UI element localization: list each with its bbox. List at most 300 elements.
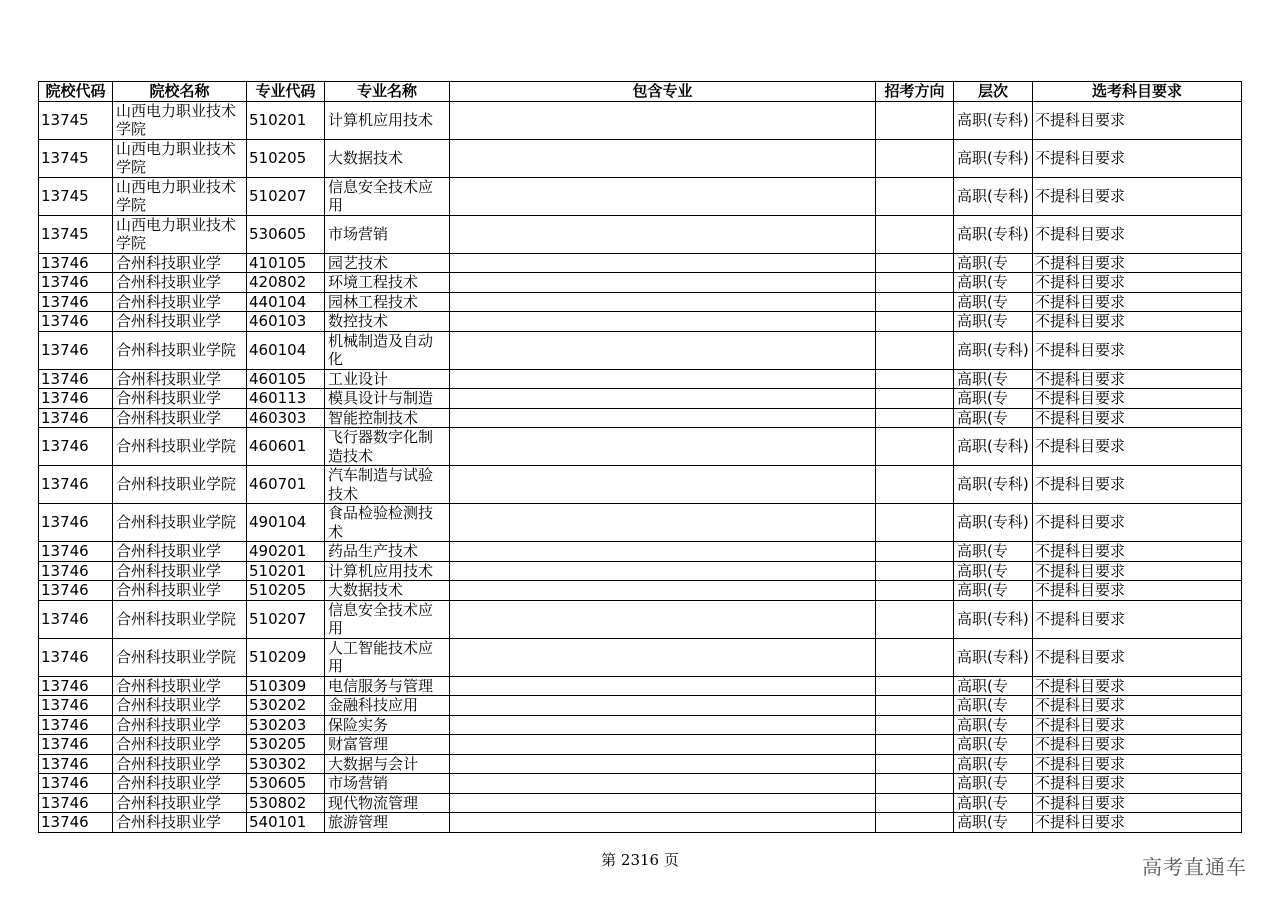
major-name-cell — [325, 312, 450, 332]
subject-requirement-cell — [1033, 735, 1242, 755]
major-name-cell-text: 市场营销 — [328, 774, 389, 793]
school-code-cell-text: 13746 — [41, 292, 89, 311]
major-code-cell-text: 540101 — [249, 813, 307, 831]
level-cell — [954, 504, 1033, 542]
subject-requirement-cell-text: 不提科目要求 — [1035, 793, 1126, 812]
major-name-cell — [325, 331, 450, 369]
level-cell-text: 高职(专 — [957, 581, 1008, 600]
school-name-cell-text: 合州科技职业学 — [116, 369, 222, 388]
school-name-cell — [113, 101, 247, 139]
direction-cell — [876, 101, 954, 139]
major-code-cell-text: 510207 — [249, 609, 307, 628]
school-name-cell-text: 合州科技职业学 — [116, 273, 222, 292]
subject-requirement-cell — [1033, 253, 1242, 273]
subject-requirement-cell-text: 不提科目要求 — [1035, 715, 1126, 734]
school-name-cell — [113, 542, 247, 562]
school-code-cell — [39, 696, 113, 716]
major-code-cell-text: 510207 — [249, 186, 307, 205]
major-name-cell-text: 药品生产技术 — [328, 542, 419, 561]
subject-requirement-cell-text: 不提科目要求 — [1035, 696, 1126, 714]
school-name-cell — [113, 561, 247, 581]
included-majors-cell — [450, 408, 876, 428]
school-name-cell — [113, 389, 247, 409]
direction-cell — [876, 638, 954, 676]
level-cell — [954, 292, 1033, 312]
subject-requirement-cell — [1033, 813, 1242, 833]
major-code-cell — [247, 504, 325, 542]
major-name-cell-text: 财富管理 — [328, 735, 389, 754]
included-majors-cell — [450, 774, 876, 794]
subject-requirement-cell-text: 不提科目要求 — [1035, 273, 1126, 291]
major-code-cell-text: 530203 — [249, 715, 307, 734]
school-name-cell-text: 合州科技职业学院 — [116, 437, 237, 456]
major-code-cell-text: 460104 — [249, 340, 307, 359]
major-name-cell-text: 计算机应用技术 — [328, 110, 434, 129]
direction-cell — [876, 774, 954, 794]
major-name-cell-text: 园林工程技术 — [328, 292, 419, 311]
school-name-cell-text: 合州科技职业学 — [116, 813, 222, 832]
subject-requirement-cell-text: 不提科目要求 — [1035, 774, 1126, 792]
school-code-cell-text: 13746 — [41, 609, 89, 628]
subject-requirement-cell — [1033, 504, 1242, 542]
school-name-cell-text: 合州科技职业学院 — [116, 475, 237, 494]
school-name-cell-text: 合州科技职业学 — [116, 253, 222, 272]
included-majors-cell — [450, 215, 876, 253]
school-code-cell-text: 13746 — [41, 581, 89, 599]
subject-requirement-cell — [1033, 774, 1242, 794]
school-code-cell — [39, 215, 113, 253]
level-cell — [954, 389, 1033, 409]
table-row — [39, 754, 1242, 774]
header-included-majors: 包含专业 — [450, 82, 876, 102]
major-name-cell-text: 大数据技术 — [328, 581, 404, 600]
header-direction: 招考方向 — [876, 82, 954, 102]
major-name-cell — [325, 774, 450, 794]
major-name-cell — [325, 428, 450, 466]
school-code-cell-text: 13746 — [41, 676, 89, 695]
major-code-cell-text: 460701 — [249, 475, 307, 494]
included-majors-cell — [450, 581, 876, 601]
major-code-cell — [247, 466, 325, 504]
table-row — [39, 273, 1242, 293]
included-majors-cell — [450, 793, 876, 813]
level-cell-text: 高职(专 — [957, 774, 1008, 793]
level-cell-text: 高职(专科) — [957, 148, 1029, 167]
major-name-cell-text: 旅游管理 — [328, 813, 389, 832]
major-name-cell — [325, 101, 450, 139]
level-cell-text: 高职(专 — [957, 715, 1008, 734]
direction-cell — [876, 561, 954, 581]
school-name-cell-text: 合州科技职业学 — [116, 292, 222, 311]
school-code-cell — [39, 735, 113, 755]
school-code-cell-text: 13746 — [41, 735, 89, 753]
school-code-cell — [39, 504, 113, 542]
subject-requirement-cell — [1033, 638, 1242, 676]
school-name-cell — [113, 735, 247, 755]
subject-requirement-cell — [1033, 466, 1242, 504]
level-cell-text: 高职(专 — [957, 542, 1008, 561]
major-code-cell — [247, 389, 325, 409]
level-cell-text: 高职(专科) — [957, 224, 1029, 243]
subject-requirement-cell — [1033, 331, 1242, 369]
school-code-cell — [39, 177, 113, 215]
school-name-cell — [113, 581, 247, 601]
school-code-cell — [39, 774, 113, 794]
subject-requirement-cell-text: 不提科目要求 — [1035, 186, 1126, 205]
level-cell-text: 高职(专科) — [957, 437, 1029, 456]
direction-cell — [876, 312, 954, 332]
included-majors-cell — [450, 542, 876, 562]
major-code-cell — [247, 542, 325, 562]
major-code-cell-text: 510201 — [249, 561, 307, 580]
included-majors-cell — [450, 754, 876, 774]
direction-cell — [876, 177, 954, 215]
subject-requirement-cell — [1033, 292, 1242, 312]
table-row — [39, 676, 1242, 696]
subject-requirement-cell — [1033, 600, 1242, 638]
school-name-cell — [113, 466, 247, 504]
major-code-cell-text: 510205 — [249, 581, 307, 599]
school-code-cell — [39, 638, 113, 676]
major-name-cell-text: 市场营销 — [328, 224, 389, 243]
major-name-cell — [325, 735, 450, 755]
school-code-cell-text: 13746 — [41, 647, 89, 666]
major-name-cell-text: 智能控制技术 — [328, 408, 419, 427]
school-code-cell — [39, 754, 113, 774]
included-majors-cell — [450, 466, 876, 504]
level-cell — [954, 638, 1033, 676]
major-name-cell-text: 飞行器数字化制造技术 — [328, 428, 434, 465]
major-name-cell — [325, 542, 450, 562]
major-code-cell — [247, 215, 325, 253]
included-majors-cell — [450, 101, 876, 139]
major-code-cell-text: 510205 — [249, 148, 307, 167]
included-majors-cell — [450, 312, 876, 332]
school-name-cell-text: 合州科技职业学 — [116, 793, 222, 812]
major-code-cell — [247, 715, 325, 735]
level-cell-text: 高职(专科) — [957, 186, 1029, 205]
major-code-cell — [247, 292, 325, 312]
subject-requirement-cell — [1033, 369, 1242, 389]
major-code-cell-text: 490104 — [249, 513, 307, 532]
subject-requirement-cell-text: 不提科目要求 — [1035, 389, 1126, 407]
school-name-cell — [113, 715, 247, 735]
level-cell-text: 高职(专 — [957, 312, 1008, 331]
major-name-cell — [325, 638, 450, 676]
school-name-cell-text: 合州科技职业学 — [116, 408, 222, 427]
subject-requirement-cell-text: 不提科目要求 — [1035, 581, 1126, 599]
school-code-cell — [39, 793, 113, 813]
level-cell — [954, 428, 1033, 466]
level-cell-text: 高职(专 — [957, 676, 1008, 695]
level-cell-text: 高职(专 — [957, 389, 1008, 408]
major-name-cell-text: 保险实务 — [328, 715, 389, 734]
direction-cell — [876, 676, 954, 696]
subject-requirement-cell — [1033, 312, 1242, 332]
school-name-cell-text: 合州科技职业学院 — [116, 609, 237, 628]
level-cell — [954, 253, 1033, 273]
table-row — [39, 408, 1242, 428]
major-code-cell — [247, 428, 325, 466]
subject-requirement-cell — [1033, 542, 1242, 562]
major-code-cell — [247, 331, 325, 369]
school-code-cell — [39, 561, 113, 581]
school-name-cell-text: 合州科技职业学 — [116, 581, 222, 600]
school-code-cell-text: 13746 — [41, 813, 89, 831]
level-cell-text: 高职(专科) — [957, 475, 1029, 494]
major-code-cell — [247, 408, 325, 428]
major-code-cell — [247, 676, 325, 696]
school-name-cell-text: 合州科技职业学 — [116, 389, 222, 408]
school-name-cell-text: 合州科技职业学院 — [116, 647, 237, 666]
subject-requirement-cell — [1033, 389, 1242, 409]
subject-requirement-cell — [1033, 273, 1242, 293]
direction-cell — [876, 581, 954, 601]
level-cell — [954, 793, 1033, 813]
school-code-cell-text: 13746 — [41, 340, 89, 359]
direction-cell — [876, 696, 954, 716]
included-majors-cell — [450, 561, 876, 581]
major-code-cell-text: 460113 — [249, 389, 307, 407]
major-name-cell-text: 人工智能技术应用 — [328, 638, 434, 675]
major-code-cell — [247, 793, 325, 813]
major-code-cell — [247, 253, 325, 273]
table-row — [39, 292, 1242, 312]
header-school-code: 院校代码 — [39, 82, 113, 102]
major-name-cell-text: 环境工程技术 — [328, 273, 419, 292]
school-name-cell-text: 合州科技职业学 — [116, 735, 222, 754]
direction-cell — [876, 428, 954, 466]
level-cell — [954, 715, 1033, 735]
subject-requirement-cell-text: 不提科目要求 — [1035, 253, 1126, 272]
school-code-cell-text: 13745 — [41, 148, 89, 167]
included-majors-cell — [450, 331, 876, 369]
subject-requirement-cell-text: 不提科目要求 — [1035, 224, 1126, 243]
major-name-cell — [325, 793, 450, 813]
major-code-cell-text: 460105 — [249, 369, 307, 388]
major-code-cell-text: 530202 — [249, 696, 307, 714]
major-code-cell-text: 530302 — [249, 754, 307, 773]
table-row — [39, 466, 1242, 504]
school-name-cell — [113, 600, 247, 638]
school-code-cell-text: 13746 — [41, 389, 89, 407]
major-name-cell — [325, 581, 450, 601]
major-name-cell — [325, 292, 450, 312]
subject-requirement-cell-text: 不提科目要求 — [1035, 110, 1126, 129]
major-name-cell — [325, 561, 450, 581]
major-code-cell — [247, 312, 325, 332]
table-row — [39, 139, 1242, 177]
table-row — [39, 581, 1242, 601]
level-cell-text: 高职(专 — [957, 793, 1008, 812]
subject-requirement-cell — [1033, 215, 1242, 253]
subject-requirement-cell-text: 不提科目要求 — [1035, 561, 1126, 580]
school-name-cell-text: 合州科技职业学 — [116, 754, 222, 773]
subject-requirement-cell-text: 不提科目要求 — [1035, 676, 1126, 695]
included-majors-cell — [450, 696, 876, 716]
major-code-cell-text: 460103 — [249, 312, 307, 330]
school-name-cell — [113, 215, 247, 253]
major-code-cell-text: 530802 — [249, 793, 307, 812]
included-majors-cell — [450, 389, 876, 409]
major-name-cell — [325, 754, 450, 774]
subject-requirement-cell-text: 不提科目要求 — [1035, 813, 1126, 831]
school-name-cell — [113, 369, 247, 389]
direction-cell — [876, 369, 954, 389]
major-name-cell — [325, 139, 450, 177]
included-majors-cell — [450, 676, 876, 696]
level-cell-text: 高职(专科) — [957, 110, 1029, 129]
direction-cell — [876, 215, 954, 253]
subject-requirement-cell-text: 不提科目要求 — [1035, 148, 1126, 167]
header-major-name: 专业名称 — [325, 82, 450, 102]
included-majors-cell — [450, 813, 876, 833]
major-code-cell — [247, 696, 325, 716]
school-code-cell — [39, 408, 113, 428]
subject-requirement-cell-text: 不提科目要求 — [1035, 312, 1126, 330]
level-cell-text: 高职(专科) — [957, 609, 1029, 628]
direction-cell — [876, 466, 954, 504]
direction-cell — [876, 292, 954, 312]
table-row — [39, 696, 1242, 716]
level-cell — [954, 542, 1033, 562]
table-row — [39, 369, 1242, 389]
level-cell — [954, 600, 1033, 638]
school-code-cell-text: 13746 — [41, 542, 89, 560]
major-code-cell — [247, 101, 325, 139]
major-name-cell — [325, 215, 450, 253]
major-name-cell-text: 数控技术 — [328, 312, 389, 331]
major-code-cell — [247, 600, 325, 638]
level-cell-text: 高职(专科) — [957, 647, 1029, 666]
school-name-cell — [113, 504, 247, 542]
direction-cell — [876, 715, 954, 735]
included-majors-cell — [450, 177, 876, 215]
major-code-cell-text: 530605 — [249, 224, 307, 243]
table-row — [39, 177, 1242, 215]
school-name-cell — [113, 273, 247, 293]
direction-cell — [876, 813, 954, 833]
subject-requirement-cell — [1033, 793, 1242, 813]
subject-requirement-cell — [1033, 101, 1242, 139]
table-header-row — [39, 82, 1242, 102]
school-code-cell — [39, 813, 113, 833]
level-cell-text: 高职(专 — [957, 369, 1008, 388]
school-code-cell — [39, 331, 113, 369]
school-code-cell-text: 13745 — [41, 224, 89, 243]
subject-requirement-cell — [1033, 428, 1242, 466]
watermark-logo: 高考直通车 — [1142, 855, 1247, 879]
included-majors-cell — [450, 600, 876, 638]
school-code-cell-text: 13746 — [41, 754, 89, 773]
level-cell-text: 高职(专 — [957, 292, 1008, 311]
major-name-cell — [325, 273, 450, 293]
page-number: 第 2316 页 — [601, 851, 679, 869]
school-code-cell — [39, 273, 113, 293]
major-name-cell-text: 园艺技术 — [328, 253, 389, 272]
direction-cell — [876, 754, 954, 774]
table-row — [39, 331, 1242, 369]
major-name-cell — [325, 504, 450, 542]
major-code-cell-text: 410105 — [249, 253, 307, 272]
school-code-cell — [39, 139, 113, 177]
school-code-cell — [39, 292, 113, 312]
table-row — [39, 101, 1242, 139]
level-cell-text: 高职(专 — [957, 735, 1008, 754]
level-cell — [954, 813, 1033, 833]
subject-requirement-cell — [1033, 139, 1242, 177]
major-name-cell — [325, 177, 450, 215]
school-code-cell — [39, 542, 113, 562]
school-code-cell-text: 13745 — [41, 110, 89, 129]
header-subject-requirement: 选考科目要求 — [1033, 82, 1242, 102]
school-code-cell-text: 13746 — [41, 774, 89, 792]
school-name-cell — [113, 813, 247, 833]
school-name-cell — [113, 292, 247, 312]
included-majors-cell — [450, 369, 876, 389]
table-row — [39, 600, 1242, 638]
header-school-name: 院校名称 — [113, 82, 247, 102]
major-name-cell-text: 信息安全技术应用 — [328, 177, 434, 214]
school-code-cell-text: 13745 — [41, 186, 89, 205]
major-name-cell — [325, 466, 450, 504]
table-row — [39, 735, 1242, 755]
header-level: 层次 — [954, 82, 1033, 102]
major-name-cell-text: 汽车制造与试验技术 — [328, 466, 434, 503]
table-row — [39, 561, 1242, 581]
school-code-cell-text: 13746 — [41, 513, 89, 532]
major-code-cell — [247, 638, 325, 676]
subject-requirement-cell-text: 不提科目要求 — [1035, 542, 1126, 560]
school-code-cell-text: 13746 — [41, 312, 89, 330]
school-name-cell — [113, 638, 247, 676]
major-code-cell — [247, 369, 325, 389]
subject-requirement-cell-text: 不提科目要求 — [1035, 647, 1126, 666]
subject-requirement-cell-text: 不提科目要求 — [1035, 408, 1126, 427]
major-code-cell — [247, 735, 325, 755]
subject-requirement-cell-text: 不提科目要求 — [1035, 437, 1126, 456]
direction-cell — [876, 253, 954, 273]
subject-requirement-cell — [1033, 177, 1242, 215]
school-code-cell — [39, 253, 113, 273]
level-cell — [954, 408, 1033, 428]
table-row — [39, 253, 1242, 273]
school-code-cell-text: 13746 — [41, 273, 89, 291]
major-name-cell-text: 工业设计 — [328, 369, 389, 388]
school-code-cell-text: 13746 — [41, 715, 89, 734]
level-cell-text: 高职(专 — [957, 253, 1008, 272]
major-code-cell-text: 510209 — [249, 647, 307, 666]
subject-requirement-cell-text: 不提科目要求 — [1035, 340, 1126, 359]
school-name-cell-text: 合州科技职业学 — [116, 542, 222, 561]
subject-requirement-cell — [1033, 715, 1242, 735]
major-code-cell-text: 490201 — [249, 542, 307, 560]
level-cell — [954, 273, 1033, 293]
major-code-cell — [247, 561, 325, 581]
major-name-cell — [325, 813, 450, 833]
school-code-cell — [39, 600, 113, 638]
school-name-cell — [113, 253, 247, 273]
school-name-cell — [113, 177, 247, 215]
school-name-cell — [113, 676, 247, 696]
major-name-cell — [325, 253, 450, 273]
major-code-cell-text: 420802 — [249, 273, 307, 291]
included-majors-cell — [450, 428, 876, 466]
table-row — [39, 542, 1242, 562]
subject-requirement-cell-text: 不提科目要求 — [1035, 735, 1126, 753]
school-code-cell — [39, 389, 113, 409]
school-code-cell — [39, 676, 113, 696]
